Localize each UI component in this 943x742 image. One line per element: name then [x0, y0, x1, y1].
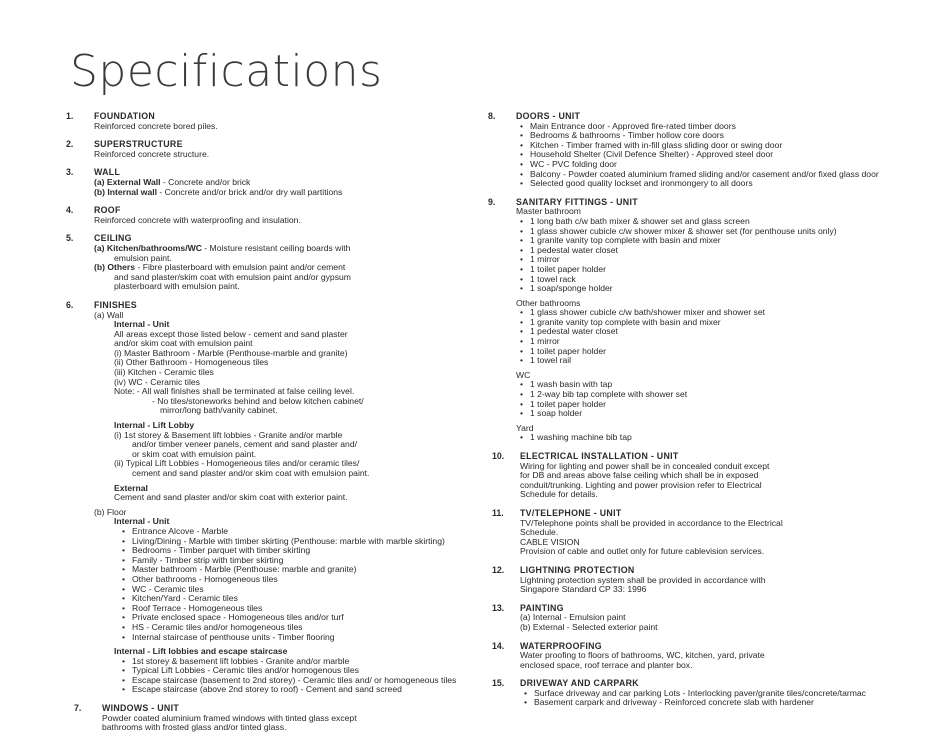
list-item: • Master bathroom - Marble (Penthouse: marble and granite) [132, 565, 461, 575]
ceiling-others-cont: and sand plaster/skim coat with emulsion paint and/or gypsum [114, 271, 351, 282]
section-text: CABLE VISION [520, 536, 580, 547]
finishes-floor-label: (b) Floor [94, 506, 127, 517]
section-sanitary [488, 198, 883, 443]
section-number: 3. [66, 167, 74, 178]
ceiling-others-cont: plasterboard with emulsion paint. [114, 281, 240, 292]
note-line: Note: - All wall finishes shall be terminated at false ceiling level. [114, 386, 355, 397]
list-item: • 1 wash basin with tap [530, 380, 883, 390]
text-line: Cement and sand plaster and/or skim coat with exterior paint. [114, 492, 348, 503]
list-item: • Other bathrooms - Homogeneous tiles [132, 575, 461, 585]
yard-list [516, 433, 883, 443]
subheading: WC [516, 369, 531, 380]
section-title: SANITARY FITTINGS - UNIT [516, 196, 638, 207]
list-item: • 1 glass shower cubicle c/w shower mixer & shower set (for penthouse units only) [530, 227, 883, 237]
driveway-list [520, 689, 883, 708]
list-item: • Escape staircase (above 2nd storey to roof) - Cement and sand screed [132, 685, 461, 695]
section-text: Water proofing to floors of bathrooms, WC, kitchen, yard, private [520, 650, 765, 661]
list-item: • 1 washing machine bib tap [530, 433, 883, 443]
list-item: • Kitchen/Yard - Ceramic tiles [132, 594, 461, 604]
list-item: • Basement carpark and driveway - Reinforced concrete slab with hardener [534, 698, 883, 708]
external-label: External [114, 482, 148, 493]
note-line: - No tiles/stoneworks behind and below kitchen cabinet/ [152, 395, 364, 406]
doors-list [516, 122, 883, 189]
section-roof [66, 206, 461, 225]
section-number: 12. [492, 564, 505, 575]
list-item: • Bedrooms & bathrooms - Timber hollow core doors [530, 131, 883, 141]
master-bath-list [516, 217, 883, 294]
section-text: Singapore Standard CP 33: 1996 [520, 584, 647, 595]
text-line: and/or skim coat with emulsion paint [114, 338, 253, 349]
list-item: • 1 granite vanity top complete with basin and mixer [530, 318, 883, 328]
ceiling-others: (b) Others - Fibre plasterboard with emulsion paint and/or cement [94, 262, 346, 273]
section-number: 9. [488, 196, 496, 207]
section-text: TV/Telephone points shall be provided in accordance to the Electrical [520, 517, 783, 528]
section-text: Reinforced concrete bored piles. [94, 120, 218, 131]
text-line: and/or timber veneer panels, cement and sand plaster and/ [132, 439, 358, 450]
floor-unit-list [114, 527, 461, 642]
section-title: DOORS - UNIT [516, 111, 581, 121]
left-column [66, 112, 461, 742]
section-title: TV/TELEPHONE - UNIT [520, 507, 622, 518]
section-superstructure [66, 140, 461, 159]
list-item: • 1st storey & basement lift lobbies - Granite and/or marble [132, 657, 461, 667]
section-driveway [492, 679, 883, 708]
section-text: enclosed space, roof terrace and planter box. [520, 659, 693, 670]
list-item: • 1 toilet paper holder [530, 347, 883, 357]
section-tv-telephone [492, 509, 883, 557]
list-item: • Surface driveway and car parking Lots - Interlocking paver/granite tiles/concrete/tarmac [534, 689, 883, 699]
section-number: 11. [492, 507, 504, 518]
text-line: (iv) WC - Ceramic tiles [114, 376, 200, 387]
text-line: (ii) Other Bathroom - Homogeneous tiles [114, 357, 269, 368]
other-bath-list [516, 308, 883, 366]
section-painting [492, 604, 883, 633]
list-item: • Household Shelter (Civil Defence Shelter) - Approved steel door [530, 150, 883, 160]
floor-lobby-list [114, 657, 461, 695]
floor-internal-unit-label: Internal - Unit [114, 516, 170, 527]
list-item: • Internal staircase of penthouse units - Timber flooring [132, 633, 461, 643]
list-item: • 1 soap holder [530, 409, 883, 419]
section-title: SUPERSTRUCTURE [94, 139, 183, 150]
list-item: • 1 towel rack [530, 275, 883, 285]
list-item: • Selected good quality lockset and ironmongery to all doors [530, 179, 883, 189]
list-item: • WC - PVC folding door [530, 160, 883, 170]
section-text: (b) External - Selected exterior paint [520, 621, 658, 632]
section-title: WATERPROOFING [520, 640, 602, 651]
section-number: 13. [492, 602, 505, 613]
floor-lift-lobbies-label: Internal - Lift lobbies and escape staircase [114, 646, 288, 657]
section-number: 1. [66, 111, 74, 121]
list-item: • 1 pedestal water closet [530, 327, 883, 337]
text-line: (i) 1st storey & Basement lift lobbies - Granite and/or marble [114, 429, 343, 440]
wall-external: (a) External Wall - Concrete and/or brick [94, 176, 251, 187]
list-item: • HS - Ceramic tiles and/or homogeneous tiles [132, 623, 461, 633]
text-line: (iii) Kitchen - Ceramic tiles [114, 367, 214, 378]
internal-lift-lobby-label: Internal - Lift Lobby [114, 420, 195, 431]
list-item: • 1 glass shower cubicle c/w bath/shower mixer and shower set [530, 308, 883, 318]
section-title: PAINTING [520, 602, 564, 613]
section-title: DRIVEWAY AND CARPARK [520, 678, 639, 689]
section-waterproofing [492, 642, 883, 671]
section-text: for DB and areas above false ceiling which shall be in exposed [520, 470, 759, 481]
section-text: Wiring for lighting and power shall be in concealed conduit except [520, 460, 770, 471]
section-windows [74, 704, 461, 733]
section-text: (a) Internal - Emulsion paint [520, 612, 626, 623]
list-item: • Roof Terrace - Homogeneous tiles [132, 604, 461, 614]
list-item: • Main Entrance door - Approved fire-rated timber doors [530, 122, 883, 132]
ceiling-kitchen-cont: emulsion paint. [114, 252, 172, 263]
section-wall [66, 168, 461, 197]
section-number: 15. [492, 678, 505, 689]
section-title: ELECTRICAL INSTALLATION - UNIT [520, 451, 679, 461]
section-ceiling [66, 234, 461, 292]
list-item: • Balcony - Powder coated aluminium framed sliding and/or casement and/or fixed glass door [530, 170, 883, 180]
list-item: • Typical Lift Lobbies - Ceramic tiles and/or homogenous tiles [132, 666, 461, 676]
page-title: Specifications [70, 46, 383, 97]
text-line: All areas except those listed below - cement and sand plaster [114, 328, 348, 339]
subheading: Other bathrooms [516, 297, 581, 308]
wall-internal: (b) Internal wall - Concrete and/or brick and/or dry wall partitions [94, 186, 343, 197]
section-number: 10. [492, 451, 505, 461]
section-text: Provision of cable and outlet only for future cablevision services. [520, 546, 765, 557]
section-title: FOUNDATION [94, 111, 155, 121]
section-number: 5. [66, 233, 74, 244]
list-item: • 1 towel rail [530, 356, 883, 366]
section-number: 14. [492, 640, 505, 651]
section-text: Reinforced concrete with waterproofing and insulation. [94, 214, 301, 225]
section-text: Powder coated aluminium framed windows with tinted glass except [102, 712, 357, 723]
text-line: (ii) Typical Lift Lobbies - Homogeneous tiles and/or ceramic tiles/ [114, 458, 360, 469]
section-finishes [66, 301, 461, 695]
list-item: • Family - Timber strip with timber skirting [132, 556, 461, 566]
section-text: Schedule for details. [520, 489, 598, 500]
section-title: WALL [94, 167, 121, 178]
section-lightning [492, 566, 883, 595]
text-line: cement and sand plaster and/or skim coat with emulsion paint. [132, 468, 370, 478]
list-item: • Living/Dining - Marble with timber skirting (Penthouse: marble with marble skirting) [132, 537, 461, 547]
list-item: • 1 mirror [530, 337, 883, 347]
list-item: • Escape staircase (basement to 2nd storey) - Ceramic tiles and/ or homogeneous tiles [132, 676, 461, 686]
list-item: • 1 granite vanity top complete with basin and mixer [530, 236, 883, 246]
text-line: or skim coat with emulsion paint. [132, 448, 257, 459]
list-item: • 1 mirror [530, 255, 883, 265]
list-item: • 1 toilet paper holder [530, 400, 883, 410]
section-foundation [66, 112, 461, 131]
section-text: Reinforced concrete structure. [94, 148, 210, 159]
section-electrical [492, 452, 883, 500]
section-title: LIGHTNING PROTECTION [520, 564, 635, 575]
section-text: bathrooms with frosted glass and/or tinted glass. [102, 722, 287, 733]
section-number: 8. [488, 111, 496, 121]
right-column [488, 112, 883, 717]
section-title: WINDOWS - UNIT [102, 703, 180, 714]
section-title: ROOF [94, 205, 121, 216]
subheading: Master bathroom [516, 206, 581, 217]
list-item: • Kitchen - Timber framed with in-fill glass sliding door or swing door [530, 141, 883, 151]
section-title: FINISHES [94, 299, 137, 310]
list-item: • 1 2-way bib tap complete with shower set [530, 390, 883, 400]
list-item: • WC - Ceramic tiles [132, 585, 461, 595]
ceiling-kitchen: (a) Kitchen/bathrooms/WC - Moisture resistant ceiling boards with [94, 242, 351, 253]
internal-unit-label: Internal - Unit [114, 319, 170, 330]
list-item: • 1 long bath c/w bath mixer & shower set and glass screen [530, 217, 883, 227]
section-number: 4. [66, 205, 74, 216]
section-text: conduit/trunking. Lighting and power provision refer to Electrical [520, 479, 762, 490]
subheading: Yard [516, 422, 534, 433]
section-number: 2. [66, 139, 74, 150]
section-number: 6. [66, 299, 74, 310]
text-line: (i) Master Bathroom - Marble (Penthouse-marble and granite) [114, 347, 348, 358]
list-item: • 1 toilet paper holder [530, 265, 883, 275]
list-item: • 1 soap/sponge holder [530, 284, 883, 294]
section-number: 7. [74, 703, 82, 714]
finishes-wall-label: (a) Wall [94, 309, 124, 320]
list-item: • Entrance Alcove - Marble [132, 527, 461, 537]
section-text: Lightning protection system shall be provided in accordance with [520, 574, 766, 585]
section-title: CEILING [94, 233, 132, 244]
section-doors [488, 112, 883, 189]
section-text: Schedule. [520, 527, 559, 538]
list-item: • Private enclosed space - Homogeneous tiles and/or turf [132, 613, 461, 623]
note-line: mirror/long bath/vanity cabinet. [160, 405, 278, 416]
wc-list [516, 380, 883, 418]
list-item: • 1 pedestal water closet [530, 246, 883, 256]
list-item: • Bedrooms - Timber parquet with timber skirting [132, 546, 461, 556]
